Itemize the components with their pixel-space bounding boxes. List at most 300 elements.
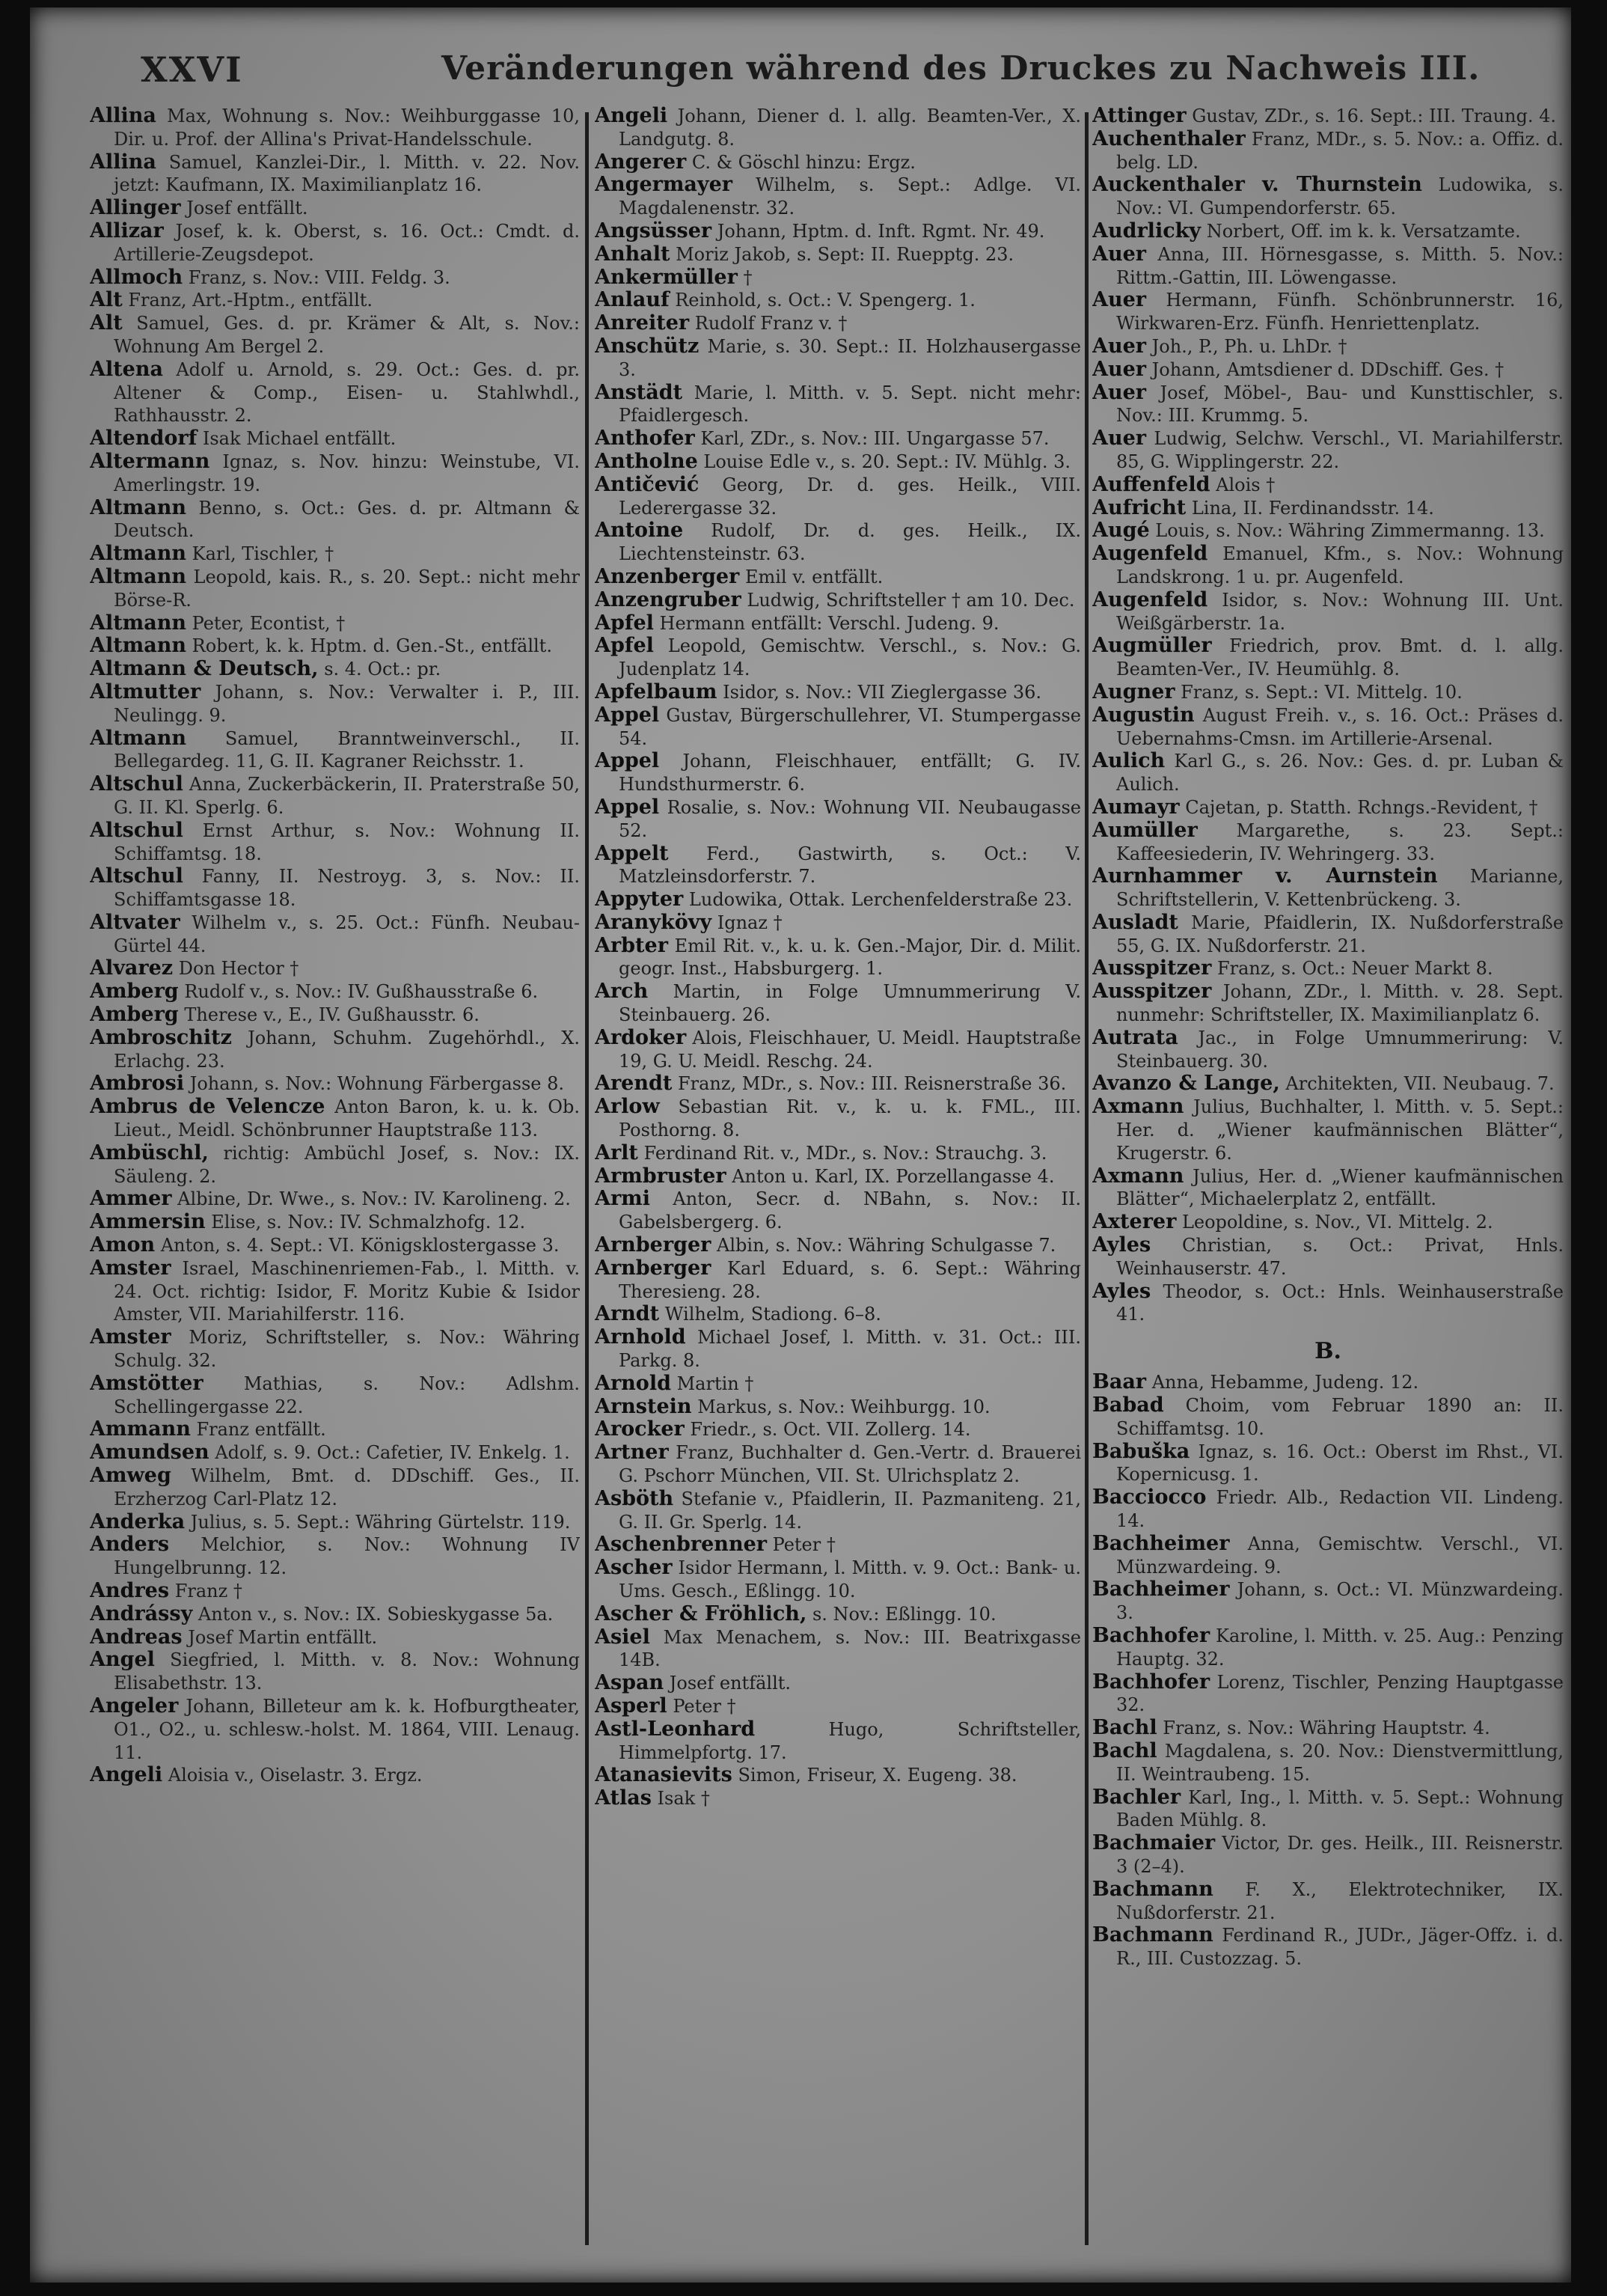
column-2 xyxy=(595,105,1081,2245)
entry-name: Ambüschl, xyxy=(90,1141,209,1164)
directory-entry xyxy=(90,220,580,266)
directory-entry xyxy=(1092,427,1564,474)
directory-entry xyxy=(1092,1625,1564,1671)
directory-entry xyxy=(595,566,1081,589)
entry-name: Angeler xyxy=(90,1694,179,1718)
directory-entry xyxy=(595,1326,1081,1373)
entry-details: Friedrich, prov. Bmt. d. l. allg. Beamten-Ver., IV. Heumühlg. 8. xyxy=(1116,635,1564,680)
entry-details: Rudolf, Dr. d. ges. Heilk., IX. Liechtensteinstr. 63. xyxy=(619,520,1081,565)
entry-name: Ammersin xyxy=(90,1210,206,1234)
entry-details: Ferd., Gastwirth, s. Oct.: V. Matzleinsdorferstr. 7. xyxy=(619,843,1081,888)
entry-name: Arlt xyxy=(595,1141,638,1164)
entry-details: Architekten, VII. Neubaug. 7. xyxy=(1285,1073,1555,1095)
entry-details: Johann, ZDr., l. Mitth. v. 28. Sept. nunmehr: Schriftsteller, IX. Maximilianplatz 6. xyxy=(1116,981,1564,1026)
entry-details: Michael Josef, l. Mitth. v. 31. Oct.: III. Parkg. 8. xyxy=(619,1327,1081,1372)
directory-entry xyxy=(1092,704,1564,751)
directory-entry xyxy=(1092,635,1564,681)
directory-entry xyxy=(595,681,1081,704)
entry-name: Anlauf xyxy=(595,288,670,312)
entry-name: Auchenthaler xyxy=(1092,126,1246,150)
entry-name: Bachler xyxy=(1092,1785,1181,1809)
entry-name: Alt xyxy=(90,311,123,335)
entry-name: Ayles xyxy=(1092,1279,1151,1303)
entry-details: Leopold, Gemischtw. Verschl., s. Nov.: G. Judenplatz 14. xyxy=(619,635,1081,680)
entry-name: Alvarez xyxy=(90,956,174,980)
entry-name: Antholne xyxy=(595,449,698,473)
directory-entry xyxy=(1092,382,1564,428)
directory-entry xyxy=(90,289,580,312)
entry-name: Anthofer xyxy=(595,427,695,451)
directory-entry xyxy=(90,1603,580,1626)
entry-name: Augé xyxy=(1092,519,1150,543)
directory-entry xyxy=(1092,1165,1564,1212)
directory-entry xyxy=(595,105,1081,151)
directory-entry xyxy=(90,635,580,658)
directory-entry xyxy=(595,220,1081,243)
entry-name: Aschenbrenner xyxy=(595,1533,767,1557)
entry-details: Julius, Buchhalter, l. Mitth. v. 5. Sept.: Her. d. „Wiener kaufmännischen Blätter“, Krugerstr. 6. xyxy=(1116,1096,1564,1164)
entry-details: Melchior, s. Nov.: Wohnung IV Hungelbrunng. 12. xyxy=(114,1534,580,1579)
entry-name: Andreas xyxy=(90,1625,183,1649)
directory-entry xyxy=(1092,957,1564,980)
directory-entry xyxy=(595,1027,1081,1073)
entry-details: Martin, in Folge Umnummerirung V. Steinbauerg. 26. xyxy=(619,981,1081,1026)
entry-name: Ausspitzer xyxy=(1092,956,1212,980)
directory-entry xyxy=(595,1396,1081,1419)
entry-name: Ascher & Fröhlich, xyxy=(595,1602,807,1625)
directory-entry xyxy=(90,105,580,151)
entry-name: Bacciocco xyxy=(1092,1486,1207,1509)
entry-name: Appyter xyxy=(595,888,684,912)
entry-details: Anton, Secr. d. NBahn, s. Nov.: II. Gabelsbergerg. 6. xyxy=(619,1188,1081,1233)
entry-name: Ammann xyxy=(90,1417,191,1441)
entry-details: Franz, s. Sept.: VI. Mittelg. 10. xyxy=(1181,681,1463,703)
entry-name: Altmann xyxy=(90,495,187,519)
directory-entry xyxy=(595,1695,1081,1718)
directory-entry xyxy=(90,819,580,866)
entry-details: Hermann, Fünfh. Schönbrunnerstr. 16, Wirkwaren-Erz. Fünfh. Henriettenplatz. xyxy=(1116,290,1564,335)
entry-details: Rudolf Franz v. † xyxy=(694,313,848,335)
section-heading: B. xyxy=(1314,1338,1341,1365)
entry-name: Altmann xyxy=(90,611,187,635)
entry-details: Ludwig, Schriftsteller † am 10. Dec. xyxy=(747,589,1075,611)
entry-name: Altermann xyxy=(90,449,210,473)
entry-name: Amstötter xyxy=(90,1371,203,1395)
directory-entry xyxy=(595,1764,1081,1787)
directory-entry xyxy=(595,1234,1081,1257)
entry-name: Axterer xyxy=(1092,1210,1177,1234)
directory-entry xyxy=(1092,497,1564,520)
directory-entry xyxy=(595,1718,1081,1765)
entry-details: Victor, Dr. ges. Heilk., III. Reisnerstr. 3 (2–4). xyxy=(1116,1833,1564,1877)
entry-details: Martin † xyxy=(676,1373,754,1394)
directory-entry xyxy=(595,796,1081,843)
directory-entry xyxy=(595,1787,1081,1810)
directory-entry xyxy=(595,1418,1081,1441)
entry-details: Peter, Econtist, † xyxy=(192,612,346,634)
entry-details: Ernst Arthur, s. Nov.: Wohnung II. Schiffamtsg. 18. xyxy=(114,819,580,864)
entry-name: Altmann xyxy=(90,726,187,750)
entry-details: Marie, Pfaidlerin, IX. Nußdorferstraße 55, G. IX. Nußdorferstr. 21. xyxy=(1116,912,1564,956)
entry-name: Augenfeld xyxy=(1092,587,1208,611)
entry-details: Christian, s. Oct.: Privat, Hnls. Weinhauserstr. 47. xyxy=(1116,1235,1564,1279)
entry-details: Leopoldine, s. Nov., VI. Mittelg. 2. xyxy=(1181,1212,1493,1233)
entry-details: Julius, Her. d. „Wiener kaufmännischen Blätter“, Michaelerplatz 2, entfällt. xyxy=(1116,1165,1564,1210)
column-3 xyxy=(1092,105,1564,2245)
entry-name: Armbruster xyxy=(595,1164,726,1188)
entry-details: Josef entfällt. xyxy=(669,1673,792,1694)
entry-details: Alois, Fleischhauer, U. Meidl. Hauptstraße 19, G. U. Meidl. Reschg. 24. xyxy=(619,1027,1081,1072)
entry-details: Louise Edle v., s. 20. Sept.: IV. Mühlg. 3. xyxy=(703,451,1071,472)
entry-name: Auer xyxy=(1092,427,1146,451)
entry-details: Samuel, Branntweinverschl., II. Bellegardeg. 11, G. II. Kagraner Reichsstr. 1. xyxy=(114,727,580,772)
directory-entry xyxy=(90,566,580,612)
entry-name: Aurnhammer v. Aurnstein xyxy=(1092,864,1438,888)
entry-details: Franz entfällt. xyxy=(196,1419,326,1441)
directory-entry xyxy=(595,427,1081,451)
entry-details: Emanuel, Kfm., s. Nov.: Wohnung Landskrong. 1 u. pr. Augenfeld. xyxy=(1116,543,1564,587)
entry-name: Appel xyxy=(595,795,660,819)
entry-details: Max Menachem, s. Nov.: III. Beatrixgasse 14B. xyxy=(619,1626,1081,1671)
entry-name: Axmann xyxy=(1092,1095,1184,1119)
entry-details: s. Nov.: Eßlingg. 10. xyxy=(812,1603,997,1625)
entry-details: Emil Rit. v., k. u. k. Gen.-Major, Dir. d. Milit. geogr. Inst., Habsburgerg. 1. xyxy=(619,935,1081,980)
entry-details: Marie, l. Mitth. v. 5. Sept. nicht mehr: Pfaidlergesch. xyxy=(619,382,1081,427)
entry-details: Franz, MDr., s. Nov.: III. Reisnerstraße 36. xyxy=(677,1073,1067,1095)
entry-details: Elise, s. Nov.: IV. Schmalzhofg. 12. xyxy=(211,1212,526,1233)
entry-name: Axmann xyxy=(1092,1164,1184,1188)
directory-entry xyxy=(90,1764,580,1787)
entry-details: Robert, k. k. Hptm. d. Gen.-St., entfällt. xyxy=(192,635,552,657)
directory-entry xyxy=(1092,865,1564,912)
entry-name: Altmann xyxy=(90,634,187,658)
directory-entry xyxy=(595,1188,1081,1234)
directory-entry xyxy=(1092,1878,1564,1925)
entry-name: Ankermüller xyxy=(595,265,738,289)
entry-details: Fanny, II. Nestroyg. 3, s. Nov.: II. Schiffamtsgasse 18. xyxy=(114,866,580,911)
entry-name: Appel xyxy=(595,703,660,727)
entry-details: Josef entfällt. xyxy=(186,198,308,219)
entry-name: Appelt xyxy=(595,841,669,865)
entry-details: Stefanie v., Pfaidlerin, II. Pazmaniteng. 21, G. II. Gr. Sperlg. 14. xyxy=(619,1488,1081,1533)
entry-details: † xyxy=(743,266,753,288)
entry-name: Amster xyxy=(90,1256,171,1280)
entry-name: Anhalt xyxy=(595,242,670,266)
entry-details: Emil v. entfällt. xyxy=(744,566,884,587)
entry-name: Arch xyxy=(595,980,649,1004)
entry-name: Bachheimer xyxy=(1092,1578,1230,1602)
entry-details: Gustav, ZDr., s. 16. Sept.: III. Traung. 4. xyxy=(1192,106,1557,126)
entry-name: Autrata xyxy=(1092,1025,1178,1049)
entry-name: Aumüller xyxy=(1092,818,1198,842)
entry-name: Auer xyxy=(1092,242,1146,266)
entry-details: Isidor Hermann, l. Mitth. v. 9. Oct.: Bank- u. Ums. Gesch., Eßlingg. 10. xyxy=(619,1557,1081,1602)
entry-name: Auer xyxy=(1092,357,1146,381)
entry-name: Angerer xyxy=(595,150,687,174)
entry-details: Isidor, s. Nov.: Wohnung III. Unt. Weißgärberstr. 1a. xyxy=(1116,589,1564,634)
entry-name: Bachhofer xyxy=(1092,1624,1210,1647)
directory-entry xyxy=(595,519,1081,566)
directory-entry xyxy=(595,612,1081,635)
entry-details: Johann, Hptm. d. Inft. Rgmt. Nr. 49. xyxy=(717,220,1045,242)
directory-entry xyxy=(1092,358,1564,382)
directory-entry xyxy=(595,382,1081,428)
entry-details: Jac., in Folge Umnummerirung: V. Steinbauerg. 30. xyxy=(1116,1027,1564,1072)
entry-name: Altena xyxy=(90,357,163,381)
entry-details: Mathias, s. Nov.: Adlshm. Schellingergasse 22. xyxy=(114,1373,580,1417)
directory-entry xyxy=(1092,1394,1564,1441)
directory-entry xyxy=(1092,543,1564,589)
entry-details: Lorenz, Tischler, Penzing Hauptgasse 32. xyxy=(1116,1671,1564,1716)
directory-entry xyxy=(1092,1717,1564,1740)
directory-entry xyxy=(90,1418,580,1441)
entry-details: Ferdinand R., JUDr., Jäger-Offz. i. d. R., III. Custozzag. 5. xyxy=(1116,1925,1564,1970)
entry-name: Apfel xyxy=(595,611,654,635)
entry-details: Friedr. Alb., Redaction VII. Lindeng. 14. xyxy=(1116,1487,1564,1532)
entry-name: Altmann xyxy=(90,542,187,566)
entry-name: Asiel xyxy=(595,1625,650,1649)
directory-entry xyxy=(595,266,1081,290)
entry-details: Markus, s. Nov.: Weihburgg. 10. xyxy=(697,1396,991,1417)
entry-name: Arlow xyxy=(595,1095,660,1119)
entry-details: Adolf u. Arnold, s. 29. Oct.: Ges. d. pr. Altener & Comp., Eisen- u. Stahlwhdl., Rathhausstr. 2. xyxy=(114,358,580,427)
entry-details: Hugo, Schriftsteller, Himmelpfortg. 17. xyxy=(619,1718,1081,1763)
directory-entry xyxy=(90,312,580,358)
entry-details: Anton Baron, k. u. k. Ob. Lieut., Meidl. Schönbrunner Hauptstraße 113. xyxy=(114,1096,580,1141)
entry-name: Ayles xyxy=(1092,1233,1151,1257)
entry-details: Don Hector † xyxy=(178,958,299,980)
directory-entry xyxy=(595,1303,1081,1326)
directory-entry xyxy=(595,843,1081,889)
entry-name: Ammer xyxy=(90,1187,172,1211)
entry-details: Franz † xyxy=(174,1581,242,1602)
entry-name: Arnberger xyxy=(595,1256,711,1280)
directory-entry xyxy=(1092,128,1564,174)
entry-name: Baar xyxy=(1092,1370,1147,1394)
entry-details: Marie, s. 30. Sept.: II. Holzhausergasse 3. xyxy=(619,335,1081,380)
entry-details: Norbert, Off. im k. k. Versatzamte. xyxy=(1206,220,1521,242)
entry-details: Choim, vom Februar 1890 an: II. Schiffamtsg. 10. xyxy=(1116,1395,1564,1439)
entry-details: Anna, Hebamme, Judeng. 12. xyxy=(1151,1372,1419,1393)
entry-details: Josef Martin entfällt. xyxy=(188,1626,378,1648)
directory-entry xyxy=(90,1533,580,1580)
entry-name: Angel xyxy=(90,1648,155,1672)
entry-name: Augenfeld xyxy=(1092,542,1208,566)
page-number: XXVI xyxy=(141,49,243,90)
directory-entry xyxy=(595,1373,1081,1396)
entry-details: Franz, MDr., s. 5. Nov.: a. Offiz. d. belg. LD. xyxy=(1116,128,1564,173)
entry-name: Anderka xyxy=(90,1509,186,1533)
directory-entry xyxy=(1092,1740,1564,1786)
entry-name: Bachmann xyxy=(1092,1877,1213,1901)
directory-entry xyxy=(1092,1096,1564,1164)
entry-details: Wilhelm, Bmt. d. DDschiff. Ges., II. Erzherzog Carl-Platz 12. xyxy=(114,1465,580,1509)
directory-entry xyxy=(595,912,1081,935)
entry-details: Alois † xyxy=(1216,474,1276,495)
entry-name: Allinger xyxy=(90,196,181,220)
directory-entry xyxy=(1092,980,1564,1027)
entry-details: Johann, Fleischhauer, entfällt; G. IV. Hundsthurmerstr. 6. xyxy=(619,751,1081,796)
directory-entry xyxy=(595,1672,1081,1695)
directory-entry xyxy=(595,243,1081,266)
directory-entry xyxy=(90,658,580,681)
directory-entry xyxy=(1092,105,1564,128)
entry-details: Josef, Möbel-, Bau- und Kunsttischler, s. Nov.: III. Krummg. 5. xyxy=(1116,382,1564,427)
directory-entry xyxy=(90,197,580,220)
directory-entry xyxy=(1092,1441,1564,1487)
entry-name: Amweg xyxy=(90,1464,171,1488)
directory-entry xyxy=(1092,1786,1564,1833)
entry-name: Antoine xyxy=(595,519,684,543)
entry-details: Franz, s. Nov.: VIII. Feldg. 3. xyxy=(188,266,450,288)
directory-entry xyxy=(595,935,1081,981)
entry-name: Amon xyxy=(90,1233,156,1257)
entry-details: Georg, Dr. d. ges. Heilk., VIII. Lederergasse 32. xyxy=(619,474,1081,519)
directory-entry xyxy=(595,888,1081,912)
entry-details: Marianne, Schriftstellerin, V. Kettenbrückeng. 3. xyxy=(1116,866,1564,911)
directory-entry xyxy=(90,612,580,635)
directory-entry xyxy=(595,635,1081,681)
entry-details: Ignaz † xyxy=(717,912,783,933)
entry-name: Altschul xyxy=(90,818,183,842)
directory-entry xyxy=(1092,912,1564,958)
directory-entry xyxy=(1092,681,1564,704)
entry-name: Apfel xyxy=(595,634,654,658)
entry-details: Franz, Art.-Hptm., entfällt. xyxy=(128,290,373,311)
directory-entry xyxy=(595,1603,1081,1626)
entry-name: Aulich xyxy=(1092,749,1166,773)
entry-details: Johann, Schuhm. Zugehörhdl., X. Erlachg. 23. xyxy=(114,1027,580,1072)
directory-entry xyxy=(90,1188,580,1211)
entry-details: Anton, s. 4. Sept.: VI. Königsklostergasse 3. xyxy=(160,1235,560,1257)
entry-details: Ignaz, s. 16. Oct.: Oberst im Rhst., VI. Kopernicusg. 1. xyxy=(1116,1441,1564,1486)
entry-details: August Freih. v., s. 16. Oct.: Präses d. Uebernahms-Cmsn. im Artillerie-Arsenal. xyxy=(1116,704,1564,749)
entry-name: Altschul xyxy=(90,864,183,888)
column-divider xyxy=(1085,112,1089,2245)
directory-entry xyxy=(90,727,580,774)
entry-name: Asperl xyxy=(595,1694,667,1718)
entry-details: Gustav, Bürgerschullehrer, VI. Stumpergasse 54. xyxy=(619,704,1081,749)
entry-name: Babad xyxy=(1092,1393,1164,1417)
directory-entry xyxy=(1092,1832,1564,1878)
entry-details: C. & Göschl hinzu: Ergz. xyxy=(691,151,916,173)
entry-details: Franz, s. Oct.: Neuer Markt 8. xyxy=(1216,958,1493,980)
directory-entry xyxy=(1092,1371,1564,1394)
entry-name: Ausspitzer xyxy=(1092,980,1212,1004)
directory-entry xyxy=(90,151,580,198)
directory-entry xyxy=(595,1072,1081,1096)
entry-details: richtig: Ambüchl Josef, s. Nov.: IX. Säuleng. 2. xyxy=(114,1142,580,1187)
entry-details: Ludowika, s. Nov.: VI. Gumpendorferstr. 65. xyxy=(1116,174,1564,219)
entry-name: Andrássy xyxy=(90,1602,193,1625)
directory-entry xyxy=(90,1441,580,1465)
directory-entry xyxy=(595,1142,1081,1165)
directory-entry xyxy=(90,1695,580,1764)
page-header xyxy=(105,45,1541,105)
entry-name: Andres xyxy=(90,1579,170,1602)
entry-details: Therese v., E., IV. Gußhausstr. 6. xyxy=(184,1004,480,1026)
directory-entry xyxy=(1092,1211,1564,1234)
entry-details: Sebastian Rit. v., k. u. k. FML., III. Posthorng. 8. xyxy=(619,1096,1081,1141)
entry-details: Joh., P., Ph. u. LhDr. † xyxy=(1151,335,1347,357)
directory-entry xyxy=(1092,1280,1564,1327)
entry-details: Albin, s. Nov.: Währing Schulgasse 7. xyxy=(717,1235,1056,1257)
entry-details: Anna, Zuckerbäckerin, II. Praterstraße 50, G. II. Kl. Sperlg. 6. xyxy=(114,774,580,818)
directory-entry xyxy=(595,174,1081,220)
entry-details: Wilhelm v., s. 25. Oct.: Fünfh. Neubau-Gürtel 44. xyxy=(114,912,580,956)
entry-details: Hermann entfällt: Verschl. Judeng. 9. xyxy=(659,612,1000,634)
entry-name: Arocker xyxy=(595,1417,685,1441)
entry-name: Ausladt xyxy=(1092,910,1178,934)
entry-name: Arendt xyxy=(595,1072,673,1096)
entry-details: Karl G., s. 26. Nov.: Ges. d. pr. Luban & Aulich. xyxy=(1116,751,1564,796)
directory-entry xyxy=(1092,474,1564,497)
entry-name: Arndt xyxy=(595,1302,660,1326)
entry-name: Appel xyxy=(595,749,660,773)
entry-details: Israel, Maschinenriemen-Fab., l. Mitth. v. 24. Oct. richtig: Isidor, F. Moritz Kubie & Isidor Amster, VII. Mariahilferstr. 116. xyxy=(114,1257,580,1325)
entry-details: Karoline, l. Mitth. v. 25. Aug.: Penzing Hauptg. 32. xyxy=(1116,1625,1564,1670)
entry-name: Ambrus de Velencze xyxy=(90,1095,325,1119)
directory-entry xyxy=(90,543,580,566)
entry-name: Angeli xyxy=(595,105,668,127)
entry-details: Wilhelm, Stadiong. 6–8. xyxy=(664,1304,881,1325)
page xyxy=(30,7,1571,2283)
page-title: Veränderungen während des Druckes zu Nachweis III. xyxy=(441,49,1481,88)
entry-details: Moriz, Schriftsteller, s. Nov.: Währing Schulg. 32. xyxy=(114,1327,580,1372)
directory-entry xyxy=(595,1165,1081,1188)
directory-entry xyxy=(90,1027,580,1073)
directory-entry xyxy=(1092,819,1564,866)
entry-name: Auer xyxy=(1092,288,1146,312)
directory-entry xyxy=(90,1580,580,1603)
entry-name: Anreiter xyxy=(595,311,690,335)
entry-name: Asböth xyxy=(595,1486,674,1510)
entry-details: Johann, s. Nov.: Wohnung Färbergasse 8. xyxy=(189,1073,565,1095)
entry-name: Auckenthaler v. Thurnstein xyxy=(1092,173,1422,197)
entry-details: Anton u. Karl, IX. Porzellangasse 4. xyxy=(732,1165,1055,1187)
entry-details: Cajetan, p. Statth. Rchngs.-Revident, † xyxy=(1185,796,1538,818)
entry-name: Altendorf xyxy=(90,427,198,451)
entry-details: Franz, Buchhalter d. Gen.-Vertr. d. Brauerei G. Pschorr München, VII. St. Ulrichsplatz 2. xyxy=(619,1442,1081,1487)
column-divider xyxy=(585,112,589,2245)
entry-name: Anzengruber xyxy=(595,587,741,611)
directory-entry xyxy=(1092,1578,1564,1625)
entry-details: Ludowika, Ottak. Lerchenfelderstraße 23. xyxy=(688,889,1073,911)
entry-name: Bachl xyxy=(1092,1716,1157,1740)
directory-entry xyxy=(90,358,580,427)
directory-entry xyxy=(595,750,1081,796)
directory-entry xyxy=(595,312,1081,335)
directory-entry xyxy=(595,980,1081,1027)
directory-entry xyxy=(90,1373,580,1419)
directory-entry xyxy=(595,151,1081,174)
entry-name: Altmutter xyxy=(90,680,201,703)
entry-name: Arnold xyxy=(595,1371,671,1395)
entry-details: Moriz Jakob, s. Sept: II. Ruepptg. 23. xyxy=(676,243,1014,265)
directory-entry xyxy=(90,1211,580,1234)
entry-name: Alt xyxy=(90,288,123,312)
entry-name: Ambrosi xyxy=(90,1072,185,1096)
entry-details: Josef, k. k. Oberst, s. 16. Oct.: Cmdt. d. Artillerie-Zeugsdepot. xyxy=(114,220,580,265)
directory-entry xyxy=(595,1257,1081,1304)
directory-entry xyxy=(1092,335,1564,358)
directory-entry xyxy=(1092,1671,1564,1718)
entry-details: Johann, s. Nov.: Verwalter i. P., III. Neulingg. 9. xyxy=(114,681,580,726)
entry-details: Anna, Gemischtw. Verschl., VI. Münzwardeing. 9. xyxy=(1116,1533,1564,1578)
entry-name: Armi xyxy=(595,1187,650,1211)
entry-name: Amster xyxy=(90,1325,171,1349)
directory-entry xyxy=(90,1511,580,1534)
